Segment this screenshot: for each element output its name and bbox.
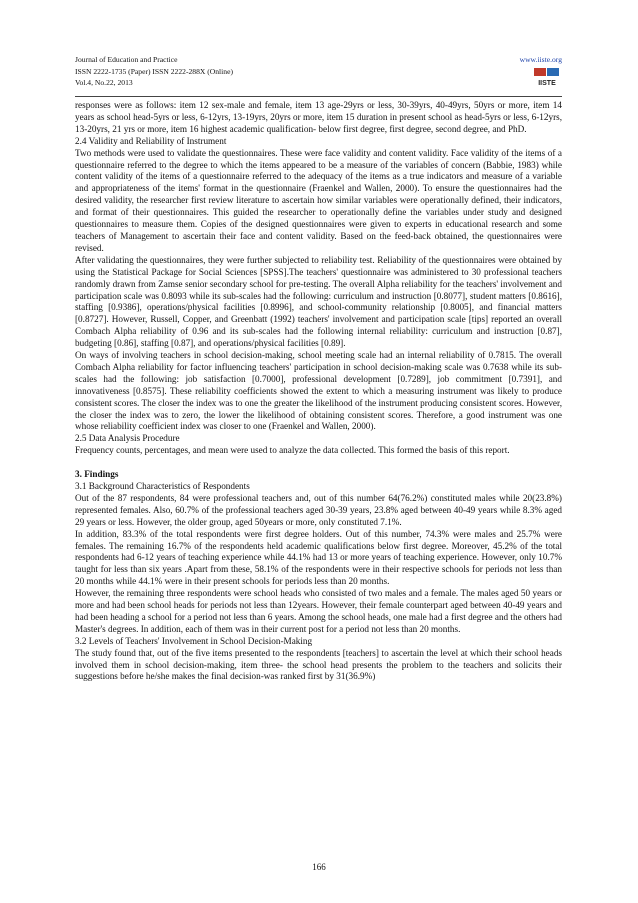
paragraph-decision-making-scale: On ways of involving teachers in school decision-making, school meeting scale had an internal reliability of 0.7815. The overall Combach Alpha reliability for factor influencing teachers' participation in school decision-making scale was 0.7638 while its sub-scales had the following: job satisfaction [0.7000], professional development [0.7289], job commitment [0.7391], and innovativeness [0.8575]. These reliability coefficients showed the extent to which a measuring instrument was likely to produce consistent scores. The closer the index was to one the greater the likelihood of the instrument producing consistent scores. However, the closer the index was to zero, the lower the likelihood of obtaining consistent scores. Therefore, a good instrument was one whose reliability coefficient index was closer to one (Fraenkel and Wallen, 2000). — [75, 350, 562, 432]
section-heading-2-4: 2.4 Validity and Reliability of Instrument — [75, 135, 227, 146]
subsection-heading-3-2: 3.2 Levels of Teachers' Involvement in School Decision-Making — [75, 635, 313, 646]
paragraph-items: responses were as follows: item 12 sex-male and female, item 13 age-29yrs or less, 30-39yrs, 40-49yrs, 50yrs or more, item 14 years as school head-5yrs or less, 6-12yrs, 13-19yrs, 20yrs or more, item 15 duration in present school as head-5yrs or less, 6-12yrs, 13-20yrs, 21 yrs or more, item 16 highest academic qualification- below first degree, first degree, second degree, and PhD. — [75, 100, 562, 134]
issn-line: ISSN 2222-1735 (Paper) ISSN 2222-288X (Online) — [75, 66, 233, 76]
page-header — [75, 54, 562, 89]
paragraph-reliability: After validating the questionnaires, they were further subjected to reliability test. Reliability of the questionnaires were obtained by using the Statistical Package for Social Sciences [SPSS].The teachers' questionnaire was administered to 30 professional teachers randomly drawn from Zamse senior secondary school for pre-testing. The overall Alpha reliability for the teachers' involvement and participation scale was 0.8093 while its sub-scales had the following: curriculum and instruction [0.8077], student matters [0.8616], staffing [0.9386], operations/physical facilities [0.8996], and school-community relationship [0.8005], and financial matters [0.8727]. However, Russell, Copper, and Greenbatt (1992) teachers' involvement and participation scale [tips] reported an overall Combach Alpha reliability of 0.96 and its sub-scales had the following internal reliability: curriculum and instruction [0.87], budgeting [0.86], staffing [0.87], and operations/physical facilities [0.89]. — [75, 254, 562, 349]
paragraph-levels: The study found that, out of the five items presented to the respondents [teachers] to ascertain the level at which their school heads involved them in school decision-making, item three- the school head presents the problem to the teachers and solicits their suggestions before he/she makes the final decision-was ranked first by 31(36.9%) — [75, 647, 562, 682]
paragraph-qualifications: In addition, 83.3% of the total respondents were first degree holders. Out of this number, 74.3% were males and 25.7% were females. The remaining 16.7% of the respondents held academic qualifications below first degree. Moreover, 45.2% of the total respondents had 6-12 years of teaching experience while 44.1% had 13 or more years of teaching experience. However, only 10.7% taught for less than six years .Apart from these, 58.1% of the respondents were in their respective schools for periods not less than 20 months while 44.1% were in their present schools for periods less than 20 months. — [75, 528, 562, 587]
spacer — [75, 457, 562, 469]
iiste-logo — [532, 66, 562, 88]
body-text — [75, 100, 562, 683]
paragraph-validity: Two methods were used to validate the questionnaires. These were face validity and content validity. Face validity of the items of a questionnaire referred to the degree to which the items appeared to be a measure of the variables of concern (Babbie, 1983) while content validity of the items of a questionnaire referred to the adequacy of the items as a true indicators and measure of a variable and appropriateness of the items' format in the questionnaire (Fraenkel and Wallen, 2000). To ensure the questionnaires had the desired validity, the researcher first review literature to ascertain how similar variables were operationally defined, their indicators, and format of their questionnaires. This guided the researcher to operationally define the variables under study and designed questionnaires to measure them. Copies of the designed questionnaires were given to experts in educational research and some teachers of Management to ascertain their face and content validity. Based on the feed-back obtained, the questionnaires were revised. — [75, 147, 562, 253]
section-heading-findings: 3. Findings — [75, 469, 119, 480]
journal-url-link[interactable]: www.iiste.org — [519, 55, 562, 64]
page-number: 166 — [312, 862, 326, 872]
section-heading-2-5: 2.5 Data Analysis Procedure — [75, 433, 180, 444]
paragraph-data-analysis: Frequency counts, percentages, and mean were used to analyze the data collected. This formed the basis of this report. — [75, 445, 510, 456]
journal-title: Journal of Education and Practice — [75, 55, 178, 64]
logo-text: IISTE — [538, 80, 556, 87]
header-divider — [75, 96, 562, 97]
paragraph-respondents: Out of the 87 respondents, 84 were professional teachers and, out of this number 64(76.2%) constituted males while 20(23.8%) represented females. Also, 60.7% of the professional teachers aged 30-39 years, 23.8% aged between 40-49 years while 8.3% aged 29 years or less. However, the older group, aged 50years or more, only constituted 7.1%. — [75, 492, 562, 527]
subsection-heading-3-1: 3.1 Background Characteristics of Respondents — [75, 480, 250, 491]
volume-line: Vol.4, No.22, 2013 — [75, 78, 133, 87]
paragraph-school-heads: However, the remaining three respondents were school heads who consisted of two males and a female. The males aged 50 years or more and had been school heads for periods not less than 12years. However, their female counterpart aged between 40-49 years and had been heading a school for a period not less than 6 years. Among the school heads, one male had a first degree and the others had Master's degrees. In addition, each of them was in their current post for a period not less than 20 months. — [75, 588, 562, 634]
